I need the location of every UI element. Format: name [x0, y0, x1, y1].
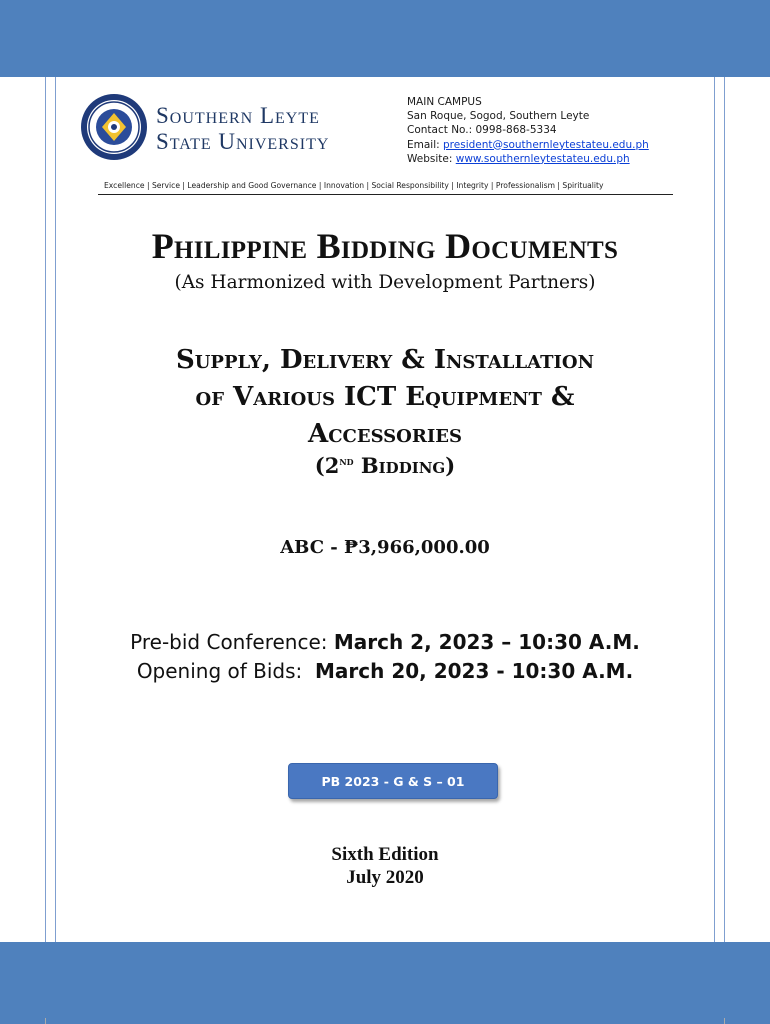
- opening-line: [0, 657, 770, 686]
- bidding-rest: Bidding): [353, 453, 456, 478]
- project-title-line2: of Various ICT Equipment &: [195, 382, 575, 412]
- opening-date: March 20, 2023 - 10:30 A.M.: [315, 659, 634, 683]
- bidding-ordinal: nd: [339, 455, 354, 468]
- prebid-label: Pre-bid Conference:: [130, 630, 334, 654]
- project-title: [0, 342, 770, 453]
- university-name-line2: State University: [156, 129, 330, 154]
- email-line: [407, 138, 707, 152]
- edition-date: July 2020: [346, 867, 424, 888]
- bottom-tick-left: [45, 1018, 46, 1024]
- project-title-line1: Supply, Delivery & Installation: [175, 345, 595, 375]
- right-border-line-inner: [714, 77, 715, 942]
- contact-label: Contact No.:: [407, 124, 476, 137]
- prebid-line: [0, 628, 770, 657]
- bottom-tick-right: [724, 1018, 725, 1024]
- campus-label: MAIN CAMPUS: [407, 96, 482, 108]
- header-divider: [98, 194, 673, 195]
- schedule: [0, 628, 770, 686]
- address: San Roque, Sogod, Southern Leyte: [407, 110, 590, 123]
- bidding-round: [0, 453, 770, 478]
- contact-number: 0998-868-5334: [475, 124, 557, 137]
- bidding-open: (2: [314, 453, 340, 478]
- project-title-line3: Accessories: [308, 419, 462, 449]
- core-values-motto: Excellence | Service | Leadership and Good Governance | Innovation | Social Responsibility | Integrity | Professionalism | Spirituality: [104, 181, 604, 190]
- edition-label: Sixth Edition: [331, 844, 439, 865]
- website-line: [407, 152, 707, 166]
- prebid-date: March 2, 2023 – 10:30 A.M.: [333, 630, 640, 654]
- top-color-band: [0, 0, 770, 77]
- email-label: Email:: [407, 138, 444, 151]
- university-name-line1: Southern Leyte: [156, 103, 320, 128]
- document-subtitle: (As Harmonized with Development Partners): [174, 272, 596, 293]
- bottom-color-band: [0, 942, 770, 1024]
- email-link[interactable]: president@southernleytestateu.edu.ph: [443, 138, 649, 151]
- edition-block: [0, 843, 770, 889]
- left-border-line-inner: [55, 77, 56, 942]
- approved-budget: ABC - ₱3,966,000.00: [280, 537, 490, 558]
- university-seal-icon: [80, 93, 148, 161]
- right-border-line: [724, 77, 725, 942]
- left-border-line: [45, 77, 46, 942]
- reference-number-badge: PB 2023 - G & S – 01: [288, 763, 498, 799]
- website-link[interactable]: www.southernleytestateu.edu.ph: [455, 152, 630, 165]
- opening-label: Opening of Bids:: [136, 659, 315, 683]
- university-name: [156, 103, 396, 155]
- contact-number-line: [407, 123, 707, 137]
- website-label: Website:: [407, 152, 456, 165]
- contact-block: [407, 95, 707, 166]
- document-title: Philippine Bidding Documents: [151, 226, 619, 266]
